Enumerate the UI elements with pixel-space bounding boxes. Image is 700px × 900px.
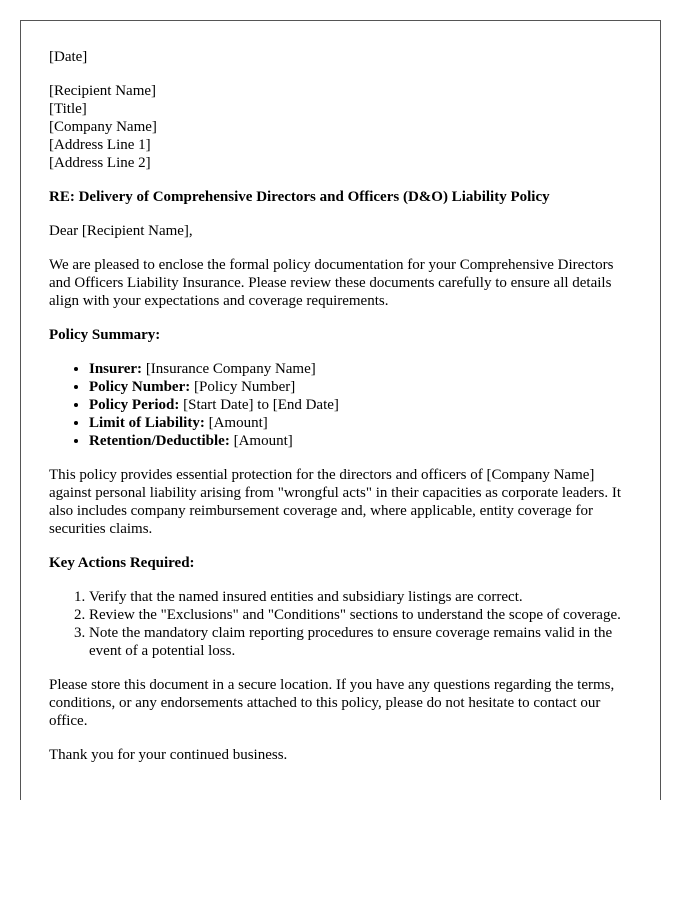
summary-item-limit-of-liability (89, 414, 632, 432)
summary-value: [Insurance Company Name] (142, 361, 316, 377)
summary-label: Retention/Deductible: (89, 433, 230, 449)
recipient-address-line-1: [Address Line 1] (49, 137, 151, 153)
thank-you-line: Thank you for your continued business. (49, 747, 288, 763)
recipient-address-block (49, 82, 632, 172)
action-item: 3. Note the mandatory claim reporting procedures to ensure coverage remains valid in the event of a potential loss. (89, 624, 632, 660)
summary-item-policy-period (89, 396, 632, 414)
summary-label: Policy Period: (89, 397, 180, 413)
key-actions-heading: Key Actions Required: (49, 555, 195, 571)
recipient-address-line-2: [Address Line 2] (49, 155, 151, 171)
policy-summary-heading: Policy Summary: (49, 327, 161, 343)
policy-summary-list (49, 360, 632, 450)
summary-value: [Amount] (204, 415, 268, 431)
summary-item-retention (89, 432, 632, 450)
action-item: 1. Verify that the named insured entities and subsidiary listings are correct. (89, 588, 632, 606)
summary-label: Limit of Liability: (89, 415, 205, 431)
subject-line: RE: Delivery of Comprehensive Directors and Officers (D&O) Liability Policy (49, 189, 550, 205)
salutation: Dear [Recipient Name], (49, 223, 193, 239)
letter-date: [Date] (49, 49, 88, 65)
closing-paragraph: Please store this document in a secure location. If you have any questions regarding the terms, conditions, or any endorsements attached to this policy, please do not hesitate to contact our office. (49, 677, 615, 729)
summary-value: [Amount] (229, 433, 293, 449)
intro-paragraph: We are pleased to enclose the formal policy documentation for your Comprehensive Directors and Officers Liability Insurance. Please review these documents carefully to ensure all details align with your expectations and coverage requirements. (49, 257, 614, 309)
summary-label: Insurer: (89, 361, 143, 377)
summary-item-insurer (89, 360, 632, 378)
letter-date-block (49, 48, 632, 66)
coverage-paragraph: This policy provides essential protection for the directors and officers of [Company Name] against personal liability arising from "wrongful acts" in their capacities as corporate leaders. It also includes company reimbursement coverage and, where applicable, entity coverage for securities claims. (49, 467, 622, 537)
summary-value: [Start Date] to [End Date] (179, 397, 339, 413)
summary-label: Policy Number: (89, 379, 191, 395)
key-actions-list (49, 588, 632, 660)
summary-item-policy-number (89, 378, 632, 396)
recipient-name: [Recipient Name] (49, 83, 157, 99)
recipient-company: [Company Name] (49, 119, 157, 135)
letter-page (20, 20, 661, 800)
summary-value: [Policy Number] (190, 379, 296, 395)
action-item: 2. Review the "Exclusions" and "Conditions" sections to understand the scope of coverage. (89, 606, 632, 624)
recipient-title: [Title] (49, 101, 87, 117)
